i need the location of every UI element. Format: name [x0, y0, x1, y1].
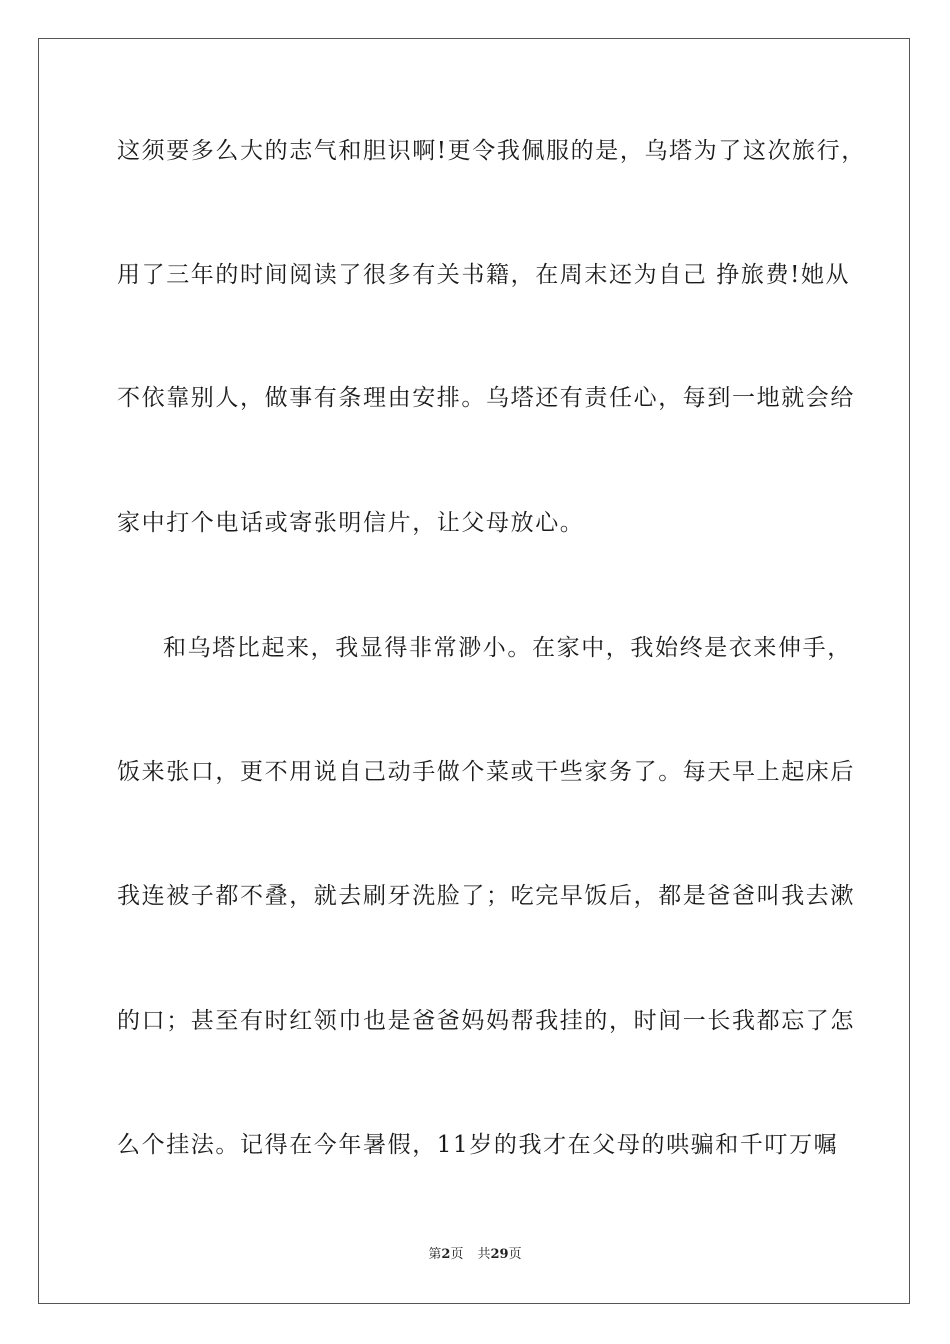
- paragraph-start-line: 和乌塔比起来，我显得非常渺小。在家中，我始终是衣来伸手，: [163, 635, 852, 661]
- text-line: 这须要多么大的志气和胆识啊!更令我佩服的是，乌塔为了这次旅行，: [117, 138, 866, 164]
- text-line: 的口；甚至有时红领巾也是爸爸妈妈帮我挂的，时间一长我都忘了怎: [117, 1008, 855, 1034]
- text-line: 不依靠别人，做事有条理由安排。乌塔还有责任心，每到一地就会给: [117, 385, 855, 411]
- total-prefix: 共: [477, 1247, 491, 1262]
- text-line: 么个挂法。记得在今年暑假，11岁的我才在父母的哄骗和千叮万嘱: [117, 1132, 839, 1158]
- total-suffix: 页: [508, 1247, 522, 1262]
- text-line: 用了三年的时间阅读了很多有关书籍，在周末还为自己 挣旅费!她从: [117, 262, 851, 288]
- page-footer: [0, 1246, 950, 1264]
- page-number: 2: [441, 1247, 451, 1262]
- text-line: 家中打个电话或寄张明信片，让父母放心。: [117, 510, 585, 536]
- text-line: 饭来张口，更不用说自己动手做个菜或干些家务了。每天早上起床后: [117, 759, 855, 785]
- text-line: 我连被子都不叠，就去刷牙洗脸了；吃完早饭后，都是爸爸叫我去漱: [117, 883, 855, 909]
- page-border: [38, 38, 910, 1304]
- total-pages: 29: [490, 1247, 509, 1262]
- page-suffix: 页: [450, 1247, 464, 1262]
- page-prefix: 第: [428, 1247, 442, 1262]
